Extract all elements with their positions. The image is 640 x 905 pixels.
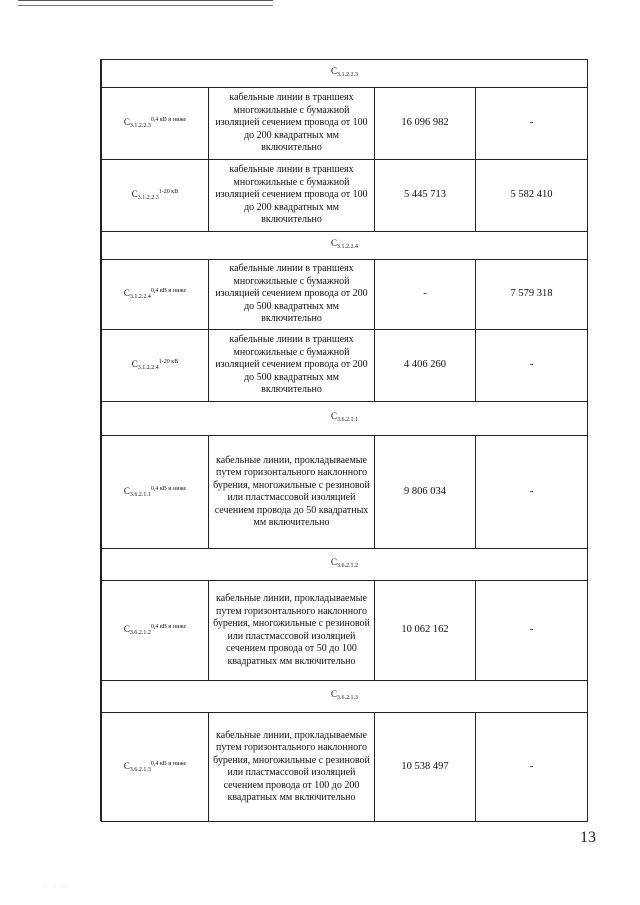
section-header: $C_{3.1.2.2.4}$ (102, 232, 588, 260)
rate-code: $C_{3.1.2.2.3}^{0,4 кВ и ниже}$ (102, 88, 209, 160)
section-header-row (102, 549, 588, 581)
rate-code: $C_{3.6.2.1.1}^{0,4 кВ и ниже}$ (102, 436, 209, 549)
rate-value-1: 9 806 034 (375, 436, 476, 549)
section-header: $C_{3.6.2.1.2}$ (102, 549, 588, 581)
rate-value-2: 5 582 410 (476, 160, 588, 232)
rate-value-1: 5 445 713 (375, 160, 476, 232)
rate-value-1: 16 096 982 (375, 88, 476, 160)
section-header-row (102, 232, 588, 260)
section-header-row (102, 402, 588, 436)
line-description: кабельные линии в траншеях многожильные с бумажной изоляцией сечением провода от 200 до 500 квадратных мм включительно (209, 330, 375, 402)
section-header: $C_{3.6.2.1.1}$ (102, 402, 588, 436)
table-row (102, 581, 588, 681)
table-row (102, 88, 588, 160)
rate-value-2: - (476, 436, 588, 549)
rate-code: $C_{3.1.2.2.3}^{1-20 кВ}$ (102, 160, 209, 232)
rate-code: $C_{3.1.2.2.4}^{1-20 кВ}$ (102, 330, 209, 402)
rate-value-2: - (476, 88, 588, 160)
rates-table-page (100, 59, 588, 821)
table-row (102, 160, 588, 232)
section-header: $C_{3.6.2.1.3}$ (102, 681, 588, 713)
section-header: $C_{3.1.2.2.3}$ (102, 60, 588, 88)
rate-value-2: - (476, 581, 588, 681)
rate-value-1: 4 406 260 (375, 330, 476, 402)
table-row (102, 260, 588, 330)
line-description: кабельные линии в траншеях многожильные с бумажной изоляцией сечением провода от 200 до 500 квадратных мм включительно (209, 260, 375, 330)
line-description: кабельные линии, прокладываемые путем горизонтального наклонного бурения, многожильные с резиновой или пластмассовой изоляцией сечением провода от 50 до 100 квадратных мм включительно (209, 581, 375, 681)
rate-value-1: 10 062 162 (375, 581, 476, 681)
line-description: кабельные линии, прокладываемые путем горизонтального наклонного бурения, многожильные с резиновой или пластмассовой изоляцией сечением провода от 100 до 200 квадратных мм включительно (209, 713, 375, 822)
rate-value-1: 10 538 497 (375, 713, 476, 822)
rate-value-2: 7 579 318 (476, 260, 588, 330)
rate-code: $C_{3.6.2.1.2}^{0,4 кВ и ниже}$ (102, 581, 209, 681)
rates-table (101, 59, 588, 822)
rate-value-2: - (476, 330, 588, 402)
table-row (102, 713, 588, 822)
section-header-row (102, 681, 588, 713)
rate-code: $C_{3.6.2.1.3}^{0,4 кВ и ниже}$ (102, 713, 209, 822)
rate-value-2: - (476, 713, 588, 822)
rate-value-1: - (375, 260, 476, 330)
scan-artifact-top (18, 0, 273, 6)
scan-artifact-bottom: · · · (44, 884, 68, 890)
line-description: кабельные линии в траншеях многожильные с бумажной изоляцией сечением провода от 100 до 200 квадратных мм включительно (209, 88, 375, 160)
line-description: кабельные линии, прокладываемые путем горизонтального наклонного бурения, многожильные с резиновой или пластмассовой изоляцией сечением провода до 50 квадратных мм включительно (209, 436, 375, 549)
line-description: кабельные линии в траншеях многожильные с бумажной изоляцией сечением провода от 100 до 200 квадратных мм включительно (209, 160, 375, 232)
table-row (102, 436, 588, 549)
table-row (102, 330, 588, 402)
section-header-row (102, 60, 588, 88)
rate-code: $C_{3.1.2.2.4}^{0,4 кВ и ниже}$ (102, 260, 209, 330)
page-number: 13 (580, 829, 596, 846)
